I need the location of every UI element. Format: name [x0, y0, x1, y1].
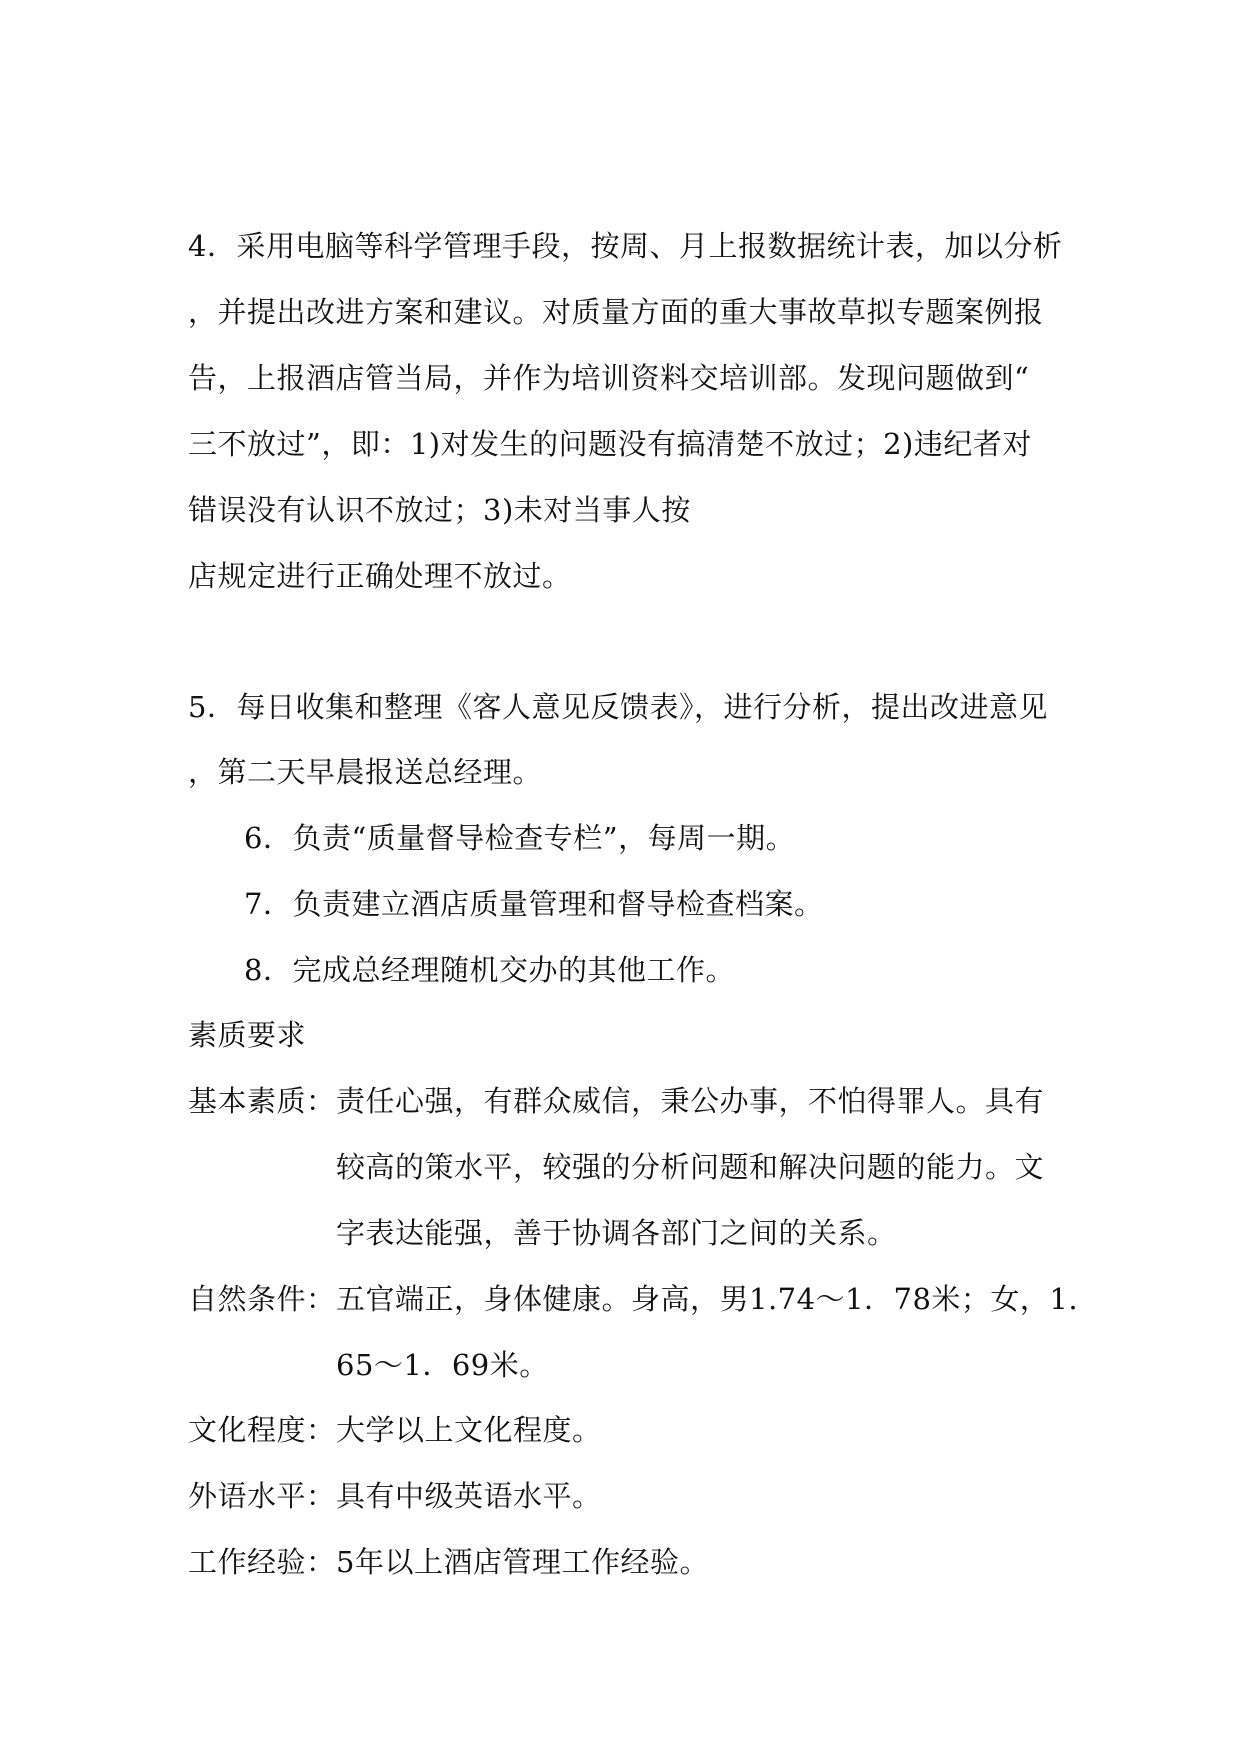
item7-line: 7．负责建立酒店质量管理和督导检查档案。 [244, 887, 824, 921]
natural-line-1: 五官端正，身体健康。身高，男1.74～1．78米；女，1. [336, 1282, 1079, 1316]
item4-line-2: ，并提出改进方案和建议。对质量方面的重大事故草拟专题案例报 [188, 295, 1044, 329]
education-label: 文化程度： [188, 1413, 336, 1447]
item4-line-5: 错误没有认识不放过；3)未对当事人按 [188, 493, 691, 527]
item4-line-4: 三不放过”，即：1)对发生的问题没有搞清楚不放过；2)违纪者对 [188, 427, 1032, 461]
item4-line-3: 告，上报酒店管当局，并作为培训资料交培训部。发现问题做到“ [188, 361, 1030, 395]
basic-line-1: 责任心强，有群众威信，秉公办事，不怕得罪人。具有 [336, 1084, 1045, 1118]
experience-value: 5年以上酒店管理工作经验。 [336, 1545, 709, 1579]
item6-line: 6．负责“质量督导检查专栏”，每周一期。 [244, 821, 796, 855]
language-value: 具有中级英语水平。 [336, 1479, 602, 1513]
experience-label: 工作经验： [188, 1545, 336, 1579]
basic-line-2: 较高的策水平，较强的分析问题和解决问题的能力。文 [336, 1150, 1045, 1184]
item4-line-1: 4．采用电脑等科学管理手段，按周、月上报数据统计表，加以分析 [188, 229, 1063, 263]
basic-line-3: 字表达能强，善于协调各部门之间的关系。 [336, 1216, 897, 1250]
education-value: 大学以上文化程度。 [336, 1413, 602, 1447]
item5-line-1: 5．每日收集和整理《客人意见反馈表》，进行分析，提出改进意见 [188, 690, 1048, 724]
basic-label: 基本素质： [188, 1084, 336, 1118]
language-label: 外语水平： [188, 1479, 336, 1513]
item8-line: 8．完成总经理随机交办的其他工作。 [244, 953, 735, 987]
item5-line-2: ，第二天早晨报送总经理。 [188, 755, 543, 789]
item4-line-6: 店规定进行正确处理不放过。 [188, 559, 572, 593]
natural-line-2: 65～1．69米。 [336, 1348, 549, 1382]
requirements-heading: 素质要求 [188, 1018, 307, 1052]
natural-label: 自然条件： [188, 1282, 336, 1316]
